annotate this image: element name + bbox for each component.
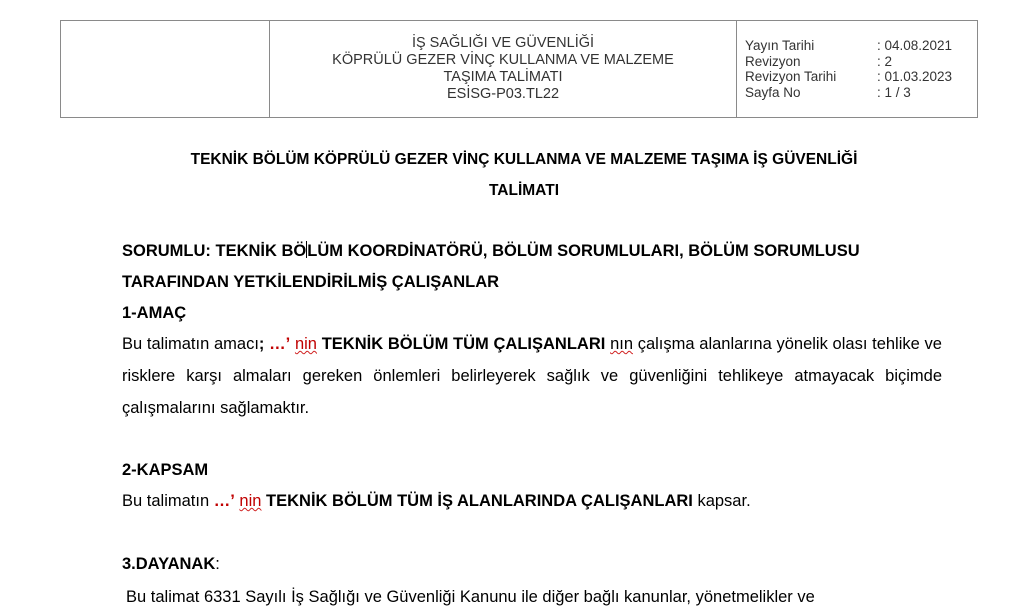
section-3-heading: [122, 551, 942, 577]
meta-label: Sayfa No: [745, 84, 801, 100]
header-title-cell: [270, 21, 737, 117]
punctuation: :: [215, 555, 220, 573]
responsible-paragraph[interactable]: [122, 236, 942, 298]
header-meta-cell: [737, 21, 977, 117]
placeholder-text: …’: [213, 492, 235, 510]
meta-row-revision-date: [745, 69, 977, 85]
misspelled-word[interactable]: nin: [294, 335, 317, 353]
placeholder-text: …’: [269, 335, 291, 353]
responsible-line: TARAFINDAN YETKİLENDİRİLMİŞ ÇALIŞANLAR: [122, 273, 500, 291]
document-title[interactable]: [100, 144, 948, 206]
misspelled-word[interactable]: nin: [239, 492, 262, 510]
logo-cell: [61, 21, 270, 117]
responsible-text: LÜM KOORDİNATÖRÜ, BÖLÜM SORUMLULARI, BÖLÜM SORUMLUSU: [307, 242, 860, 260]
body-text: Bu talimatın: [122, 492, 210, 510]
punctuation: ;: [258, 335, 270, 353]
meta-label: Yayın Tarihi: [745, 38, 815, 53]
meta-value: : 04.08.2021: [877, 38, 953, 53]
meta-value: : 1 / 3: [877, 84, 911, 100]
bold-text: TEKNİK BÖLÜM TÜM ÇALIŞANLARI: [321, 335, 606, 353]
responsible-line: [122, 236, 942, 267]
section-2-paragraph[interactable]: [122, 486, 942, 516]
bold-text: TEKNİK BÖLÜM TÜM İŞ ALANLARINDA ÇALIŞANLARI: [266, 492, 693, 510]
section-3-paragraph[interactable]: Bu talimat 6331 Sayılı İş Sağlığı ve Güvenliği Kanunu ile diğer bağlı kanunlar, yönetmelikler ve: [126, 588, 815, 606]
body-text: çalışma alanlarına yönelik olası tehlike ve risklere karşı almaları gereken önlemleri belirleyerek sağlık ve güvenliğini tehlikeye atmayacak biçimde çalışmalarını sağlamaktır.: [122, 335, 942, 417]
body-text: Bu talimatın amacı: [122, 335, 259, 353]
document-title-line: TEKNİK BÖLÜM KÖPRÜLÜ GEZER VİNÇ KULLANMA VE MALZEME TAŞIMA İŞ GÜVENLİĞİ: [190, 151, 858, 168]
meta-value: : 01.03.2023: [877, 69, 953, 84]
body-text: kapsar.: [697, 492, 751, 510]
document-title-line: TALİMATI: [488, 182, 559, 199]
meta-row-publish-date: [745, 38, 977, 54]
section-1-heading: 1-AMAÇ: [122, 304, 187, 322]
header-title-line: KÖPRÜLÜ GEZER VİNÇ KULLANMA VE MALZEME: [332, 52, 674, 68]
misspelled-word[interactable]: nın: [610, 335, 633, 353]
heading-text: 3.DAYANAK: [122, 555, 216, 573]
meta-label: Revizyon Tarihi: [745, 69, 837, 84]
document-code: ESİSG-P03.TL22: [446, 86, 560, 102]
section-1-paragraph[interactable]: [122, 328, 942, 424]
responsible-text: SORUMLU: TEKNİK BÖ: [122, 242, 307, 260]
header-title-line: TAŞIMA TALİMATI: [443, 69, 563, 85]
meta-value: : 2: [877, 53, 893, 69]
meta-row-revision: [745, 54, 977, 70]
meta-row-page-no: [745, 85, 977, 101]
header-title-line: İŞ SAĞLIĞI VE GÜVENLİĞİ: [411, 35, 595, 51]
meta-label: Revizyon: [745, 53, 801, 69]
section-2-heading: 2-KAPSAM: [122, 461, 209, 479]
document-header-table: [60, 20, 978, 118]
